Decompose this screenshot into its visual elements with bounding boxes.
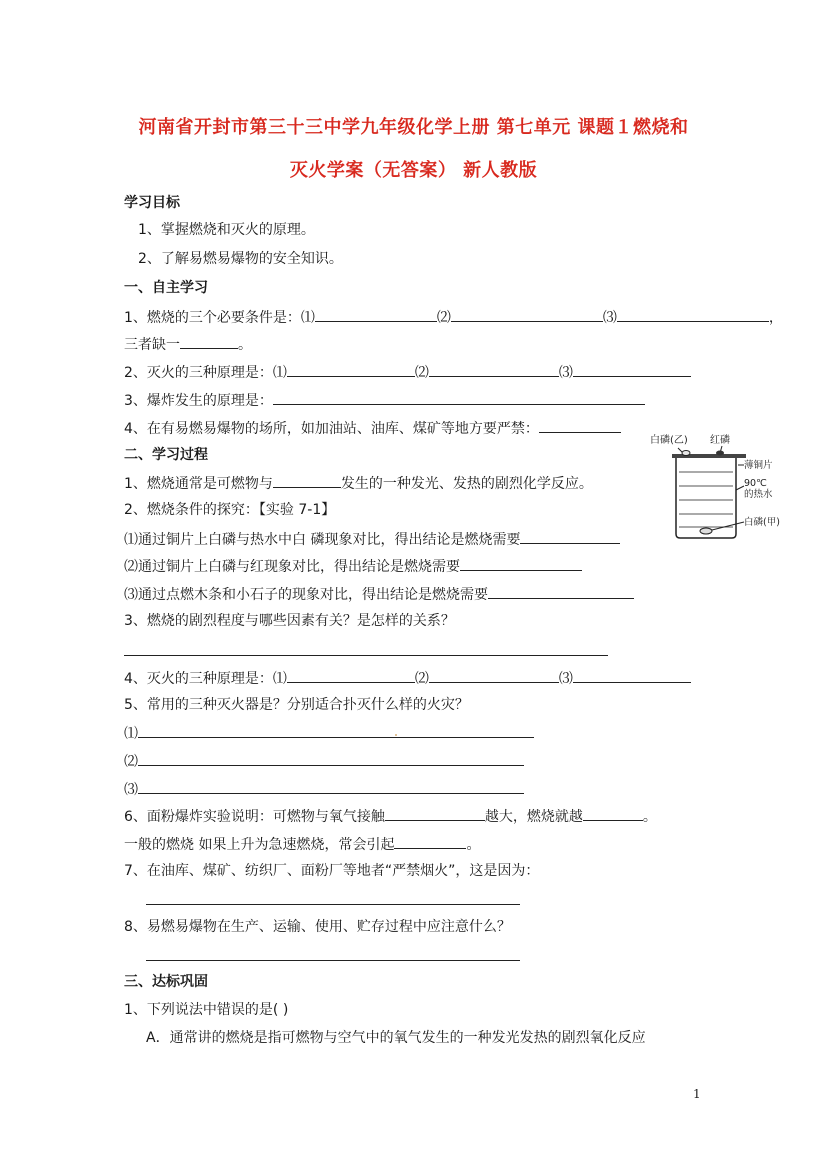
answer-line[interactable]: [124, 655, 608, 656]
red-phosphorus: [716, 451, 724, 456]
phosphorus-experiment-diagram: [648, 430, 788, 542]
s1-q1-cont-end: 。: [238, 337, 252, 353]
s2-q5-item-3: [124, 779, 524, 799]
s2-q4-marker-2: ⑵: [414, 671, 429, 687]
s2-question-5: 5、常用的三种灭火器是？分别适合扑灭什么样的火灾？: [124, 697, 469, 713]
s2-q2b-text: ⑵通过铜片上白磷与红现象对比，得出结论是燃烧需要: [124, 559, 460, 575]
s1-question-3: [124, 390, 645, 410]
section-1-heading: 一、自主学习: [124, 280, 208, 296]
answer-blank[interactable]: [315, 307, 437, 322]
section-2-heading: 二、学习过程: [124, 447, 208, 463]
white-phosphorus-a: [700, 528, 712, 534]
answer-line[interactable]: [146, 960, 520, 961]
s2-q2c-text: ⑶通过点燃木条和小石子的现象对比，得出结论是燃烧需要: [124, 587, 488, 603]
answer-blank[interactable]: [273, 390, 645, 405]
speck: [395, 734, 397, 736]
answer-blank[interactable]: [287, 668, 415, 683]
s1-q1-end: ，: [768, 310, 783, 326]
title-line-2: 灭火学案（无答案） 新人教版: [289, 160, 538, 181]
answer-blank[interactable]: [573, 362, 691, 377]
answer-blank[interactable]: [138, 779, 524, 794]
s2-question-2a: [124, 529, 620, 549]
s1-question-4: [124, 418, 621, 438]
s2-q5-item-2: [124, 751, 524, 771]
answer-blank[interactable]: [287, 362, 415, 377]
white-phosphorus-b: [682, 451, 690, 456]
label-white-phosphorus-b: 白磷(乙): [650, 435, 688, 446]
s1-q3-text: 3、爆炸发生的原理是：: [124, 393, 273, 409]
label-copper-plate: 薄铜片: [744, 460, 773, 471]
s2-q6-mid: 越大，燃烧就越: [484, 809, 583, 825]
s2-question-2: 2、燃烧条件的探究：【实验 7-1】: [124, 502, 336, 518]
s2-question-6-cont: [124, 834, 480, 854]
s1-q1-text: 1、燃烧的三个必要条件是：⑴: [124, 310, 315, 326]
s1-question-1: [124, 307, 783, 327]
label-white-phosphorus-a: 白磷(甲): [744, 517, 780, 528]
s2-q6-cont-end: 。: [466, 837, 481, 853]
answer-blank[interactable]: [429, 362, 559, 377]
answer-blank[interactable]: [460, 556, 582, 571]
s1-q4-text: 4、在有易燃易爆物的场所，如加油站、油库、煤矿等地方要严禁：: [124, 421, 539, 437]
answer-blank[interactable]: [138, 751, 524, 766]
answer-blank[interactable]: [429, 668, 559, 683]
answer-blank[interactable]: [138, 723, 534, 738]
s1-q1-cont-text: 三者缺一: [124, 337, 180, 353]
s1-q1-marker-2: ⑵: [436, 310, 451, 326]
answer-line[interactable]: [146, 904, 520, 905]
s3-q1-option-a: A．通常讲的燃烧是指可燃物与空气中的氧气发生的一种发光发热的剧烈氧化反应: [146, 1030, 646, 1046]
s3-question-1: 1、下列说法中错误的是( ): [124, 1002, 289, 1018]
s1-q2-marker-2: ⑵: [414, 365, 429, 381]
s1-question-2: [124, 362, 691, 382]
s1-q2-marker-3: ⑶: [558, 365, 573, 381]
s2-q6-end: 。: [642, 809, 657, 825]
s1-q2-text: 2、灭火的三种原理是：⑴: [124, 365, 287, 381]
water-lines: [679, 472, 733, 527]
s1-question-1-cont: [124, 334, 252, 354]
s2-question-4: [124, 668, 691, 688]
objective-1: 1、掌握燃烧和灭火的原理。: [138, 222, 315, 238]
s2-q1-text: 1、燃烧通常是可燃物与: [124, 476, 273, 492]
s2-question-2b: [124, 556, 582, 576]
s2-q2a-text: ⑴通过铜片上白磷与热水中白 磷现象对比，得出结论是燃烧需要: [124, 532, 521, 548]
answer-blank[interactable]: [273, 473, 341, 488]
answer-blank[interactable]: [394, 834, 466, 849]
answer-blank[interactable]: [617, 307, 769, 322]
answer-blank[interactable]: [385, 806, 485, 821]
answer-blank[interactable]: [488, 584, 634, 599]
page-number: 1: [693, 1087, 701, 1101]
objective-2: 2、了解易燃易爆物的安全知识。: [138, 251, 343, 267]
pointer-line: [712, 522, 744, 530]
s2-q1-end: 发生的一种发光、发热的剧烈化学反应。: [340, 476, 593, 492]
answer-blank[interactable]: [539, 418, 621, 433]
section-3-heading: 三、达标巩固: [124, 974, 208, 990]
s2-q5-marker-1: ⑴: [124, 726, 138, 742]
answer-blank[interactable]: [180, 334, 238, 349]
pointer-line: [736, 486, 744, 490]
label-hot-water: 的热水: [744, 489, 773, 500]
objectives-heading: 学习目标: [124, 195, 180, 211]
title-line-1: 河南省开封市第三十三中学九年级化学上册 第七单元 课题１燃烧和: [138, 117, 689, 138]
s2-q4-text: 4、灭火的三种原理是：⑴: [124, 671, 287, 687]
answer-blank[interactable]: [573, 668, 691, 683]
s2-q6-text: 6、面粉爆炸实验说明：可燃物与氧气接触: [124, 809, 385, 825]
label-water-temp: 90℃: [744, 478, 767, 489]
answer-blank[interactable]: [583, 806, 643, 821]
answer-blank[interactable]: [520, 529, 620, 544]
s1-q1-marker-3: ⑶: [602, 310, 617, 326]
s2-q5-marker-2: ⑵: [124, 754, 138, 770]
s2-q5-marker-3: ⑶: [124, 782, 138, 798]
label-red-phosphorus: 红磷: [710, 435, 730, 446]
s2-q6-cont-text: 一般的燃烧 如果上升为急速燃烧，常会引起: [124, 837, 395, 853]
s2-question-2c: [124, 584, 634, 604]
answer-blank[interactable]: [451, 307, 603, 322]
s2-question-6: [124, 806, 657, 826]
s2-q4-marker-3: ⑶: [558, 671, 573, 687]
s2-question-3: 3、燃烧的剧烈程度与哪些因素有关？是怎样的关系？: [124, 613, 455, 629]
s2-question-1: [124, 473, 593, 493]
s2-question-7: 7、在油库、煤矿、纺织厂、面粉厂等地者“严禁烟火”，这是因为：: [124, 863, 540, 879]
s2-question-8: 8、易燃易爆物在生产、运输、使用、贮存过程中应注意什么？: [124, 919, 511, 935]
s2-q5-item-1: [124, 723, 534, 743]
